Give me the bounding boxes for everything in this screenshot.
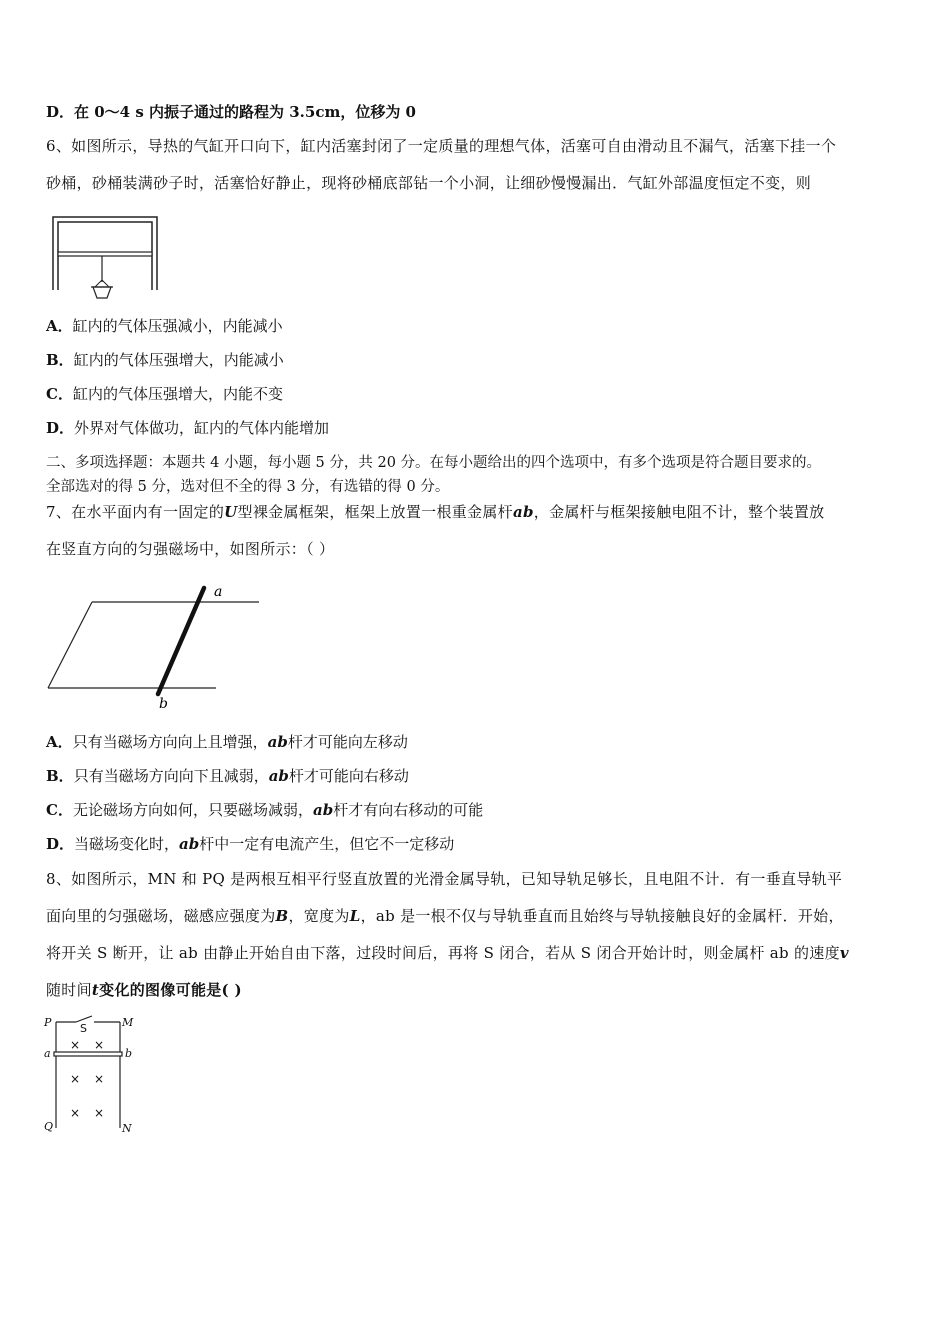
q7-stem-line2: 在竖直方向的匀强磁场中，如图所示：（ ） bbox=[46, 540, 335, 558]
section2-line1: 二、多项选择题：本题共 4 小题，每小题 5 分，共 20 分。在每小题给出的四个选项中，有多个选项是符合题目要求的。 bbox=[46, 455, 822, 471]
label-b: b bbox=[125, 1047, 133, 1060]
option-text: 缸内的气体压强增大，内能不变 bbox=[72, 385, 283, 403]
option-label: D． bbox=[46, 103, 75, 121]
q7-option-d: D．当磁场变化时，ab杆中一定有电流产生，但它不一定移动 bbox=[46, 835, 455, 853]
label-b: b bbox=[159, 696, 168, 712]
option-label: B． bbox=[46, 351, 74, 369]
q6-option-d bbox=[46, 418, 329, 438]
q7-option-c: C．无论磁场方向如何，只要磁场减弱，ab杆才有向右移动的可能 bbox=[46, 801, 484, 819]
q7-option-a: A．只有当磁场方向向上且增强，ab杆才可能向左移动 bbox=[46, 733, 408, 751]
q8-stem-line2: 面向里的匀强磁场，磁感应强度为B，宽度为L，ab 是一根不仅与导轨垂直而且始终与导轨接触良好的金属杆．开始， bbox=[46, 907, 844, 925]
label-a: a bbox=[44, 1047, 51, 1060]
label-a: a bbox=[214, 584, 223, 600]
option-label: A． bbox=[46, 317, 73, 335]
metal-rod-ab bbox=[158, 588, 204, 694]
q7-option-b: B．只有当磁场方向向下且减弱，ab杆才可能向右移动 bbox=[46, 767, 409, 785]
cylinder-diagram bbox=[50, 214, 166, 302]
sand-bucket bbox=[93, 287, 111, 298]
rod-ab bbox=[54, 1052, 122, 1056]
q8-stem-line3: 将开关 S 断开，让 ab 由静止开始自由下落，过段时间后，再将 S 闭合，若从 S 闭合开始计时，则金属杆 ab 的速度v bbox=[46, 944, 849, 962]
option-label: C． bbox=[46, 385, 73, 403]
option-text: 在 0～4 s 内振子通过的路程为 3.5cm，位移为 0 bbox=[74, 103, 416, 121]
option-label: D． bbox=[46, 835, 75, 853]
q7-stem-line1: 7、在水平面内有一固定的U型裸金属框架，框架上放置一根重金属杆ab，金属杆与框架接触电阻不计，整个装置放 bbox=[46, 503, 825, 521]
field-cross: × bbox=[94, 1072, 105, 1086]
field-cross: × bbox=[70, 1038, 81, 1052]
label-p: P bbox=[44, 1016, 52, 1029]
u-frame bbox=[48, 602, 259, 688]
label-n: N bbox=[122, 1122, 132, 1135]
label-q: Q bbox=[44, 1120, 54, 1133]
q6-stem-line2: 砂桶，砂桶装满砂子时，活塞恰好静止，现将砂桶底部钻一个小洞，让细砂慢慢漏出．气缸外部温度恒定不变，则 bbox=[46, 174, 812, 192]
q6-option-a bbox=[46, 316, 283, 336]
section2-line2: 全部选对的得 5 分，选对但不全的得 3 分，有选错的得 0 分。 bbox=[46, 479, 450, 495]
q5-option-d bbox=[46, 102, 416, 122]
option-text: 缸内的气体压强增大，内能减小 bbox=[73, 351, 284, 369]
field-cross: × bbox=[70, 1106, 81, 1120]
option-text: 外界对气体做功，缸内的气体内能增加 bbox=[74, 419, 330, 437]
option-label: B． bbox=[46, 767, 74, 785]
option-label: D． bbox=[46, 419, 75, 437]
q6-option-b bbox=[46, 350, 284, 370]
rail-diagram bbox=[44, 582, 264, 712]
field-cross: × bbox=[70, 1072, 81, 1086]
q6-option-c bbox=[46, 384, 283, 404]
option-text: 缸内的气体压强减小，内能减小 bbox=[72, 317, 283, 335]
piston bbox=[58, 252, 152, 256]
field-cross: × bbox=[94, 1038, 105, 1052]
q6-stem-line1: 6、如图所示，导热的气缸开口向下，缸内活塞封闭了一定质量的理想气体，活塞可自由滑动且不漏气，活塞下挂一个 bbox=[46, 137, 837, 155]
rail-circuit-diagram bbox=[42, 1012, 142, 1138]
label-s: S bbox=[80, 1022, 87, 1035]
q8-stem-line4: 随时间t变化的图像可能是( ) bbox=[46, 981, 242, 999]
label-m: M bbox=[122, 1016, 134, 1029]
field-cross: × bbox=[94, 1106, 105, 1120]
option-label: C． bbox=[46, 801, 73, 819]
rails bbox=[56, 1016, 120, 1128]
q8-stem-line1: 8、如图所示，MN 和 PQ 是两根互相平行竖直放置的光滑金属导轨，已知导轨足够长，且电阻不计．有一垂直导轨平 bbox=[46, 870, 843, 888]
option-label: A． bbox=[46, 733, 73, 751]
